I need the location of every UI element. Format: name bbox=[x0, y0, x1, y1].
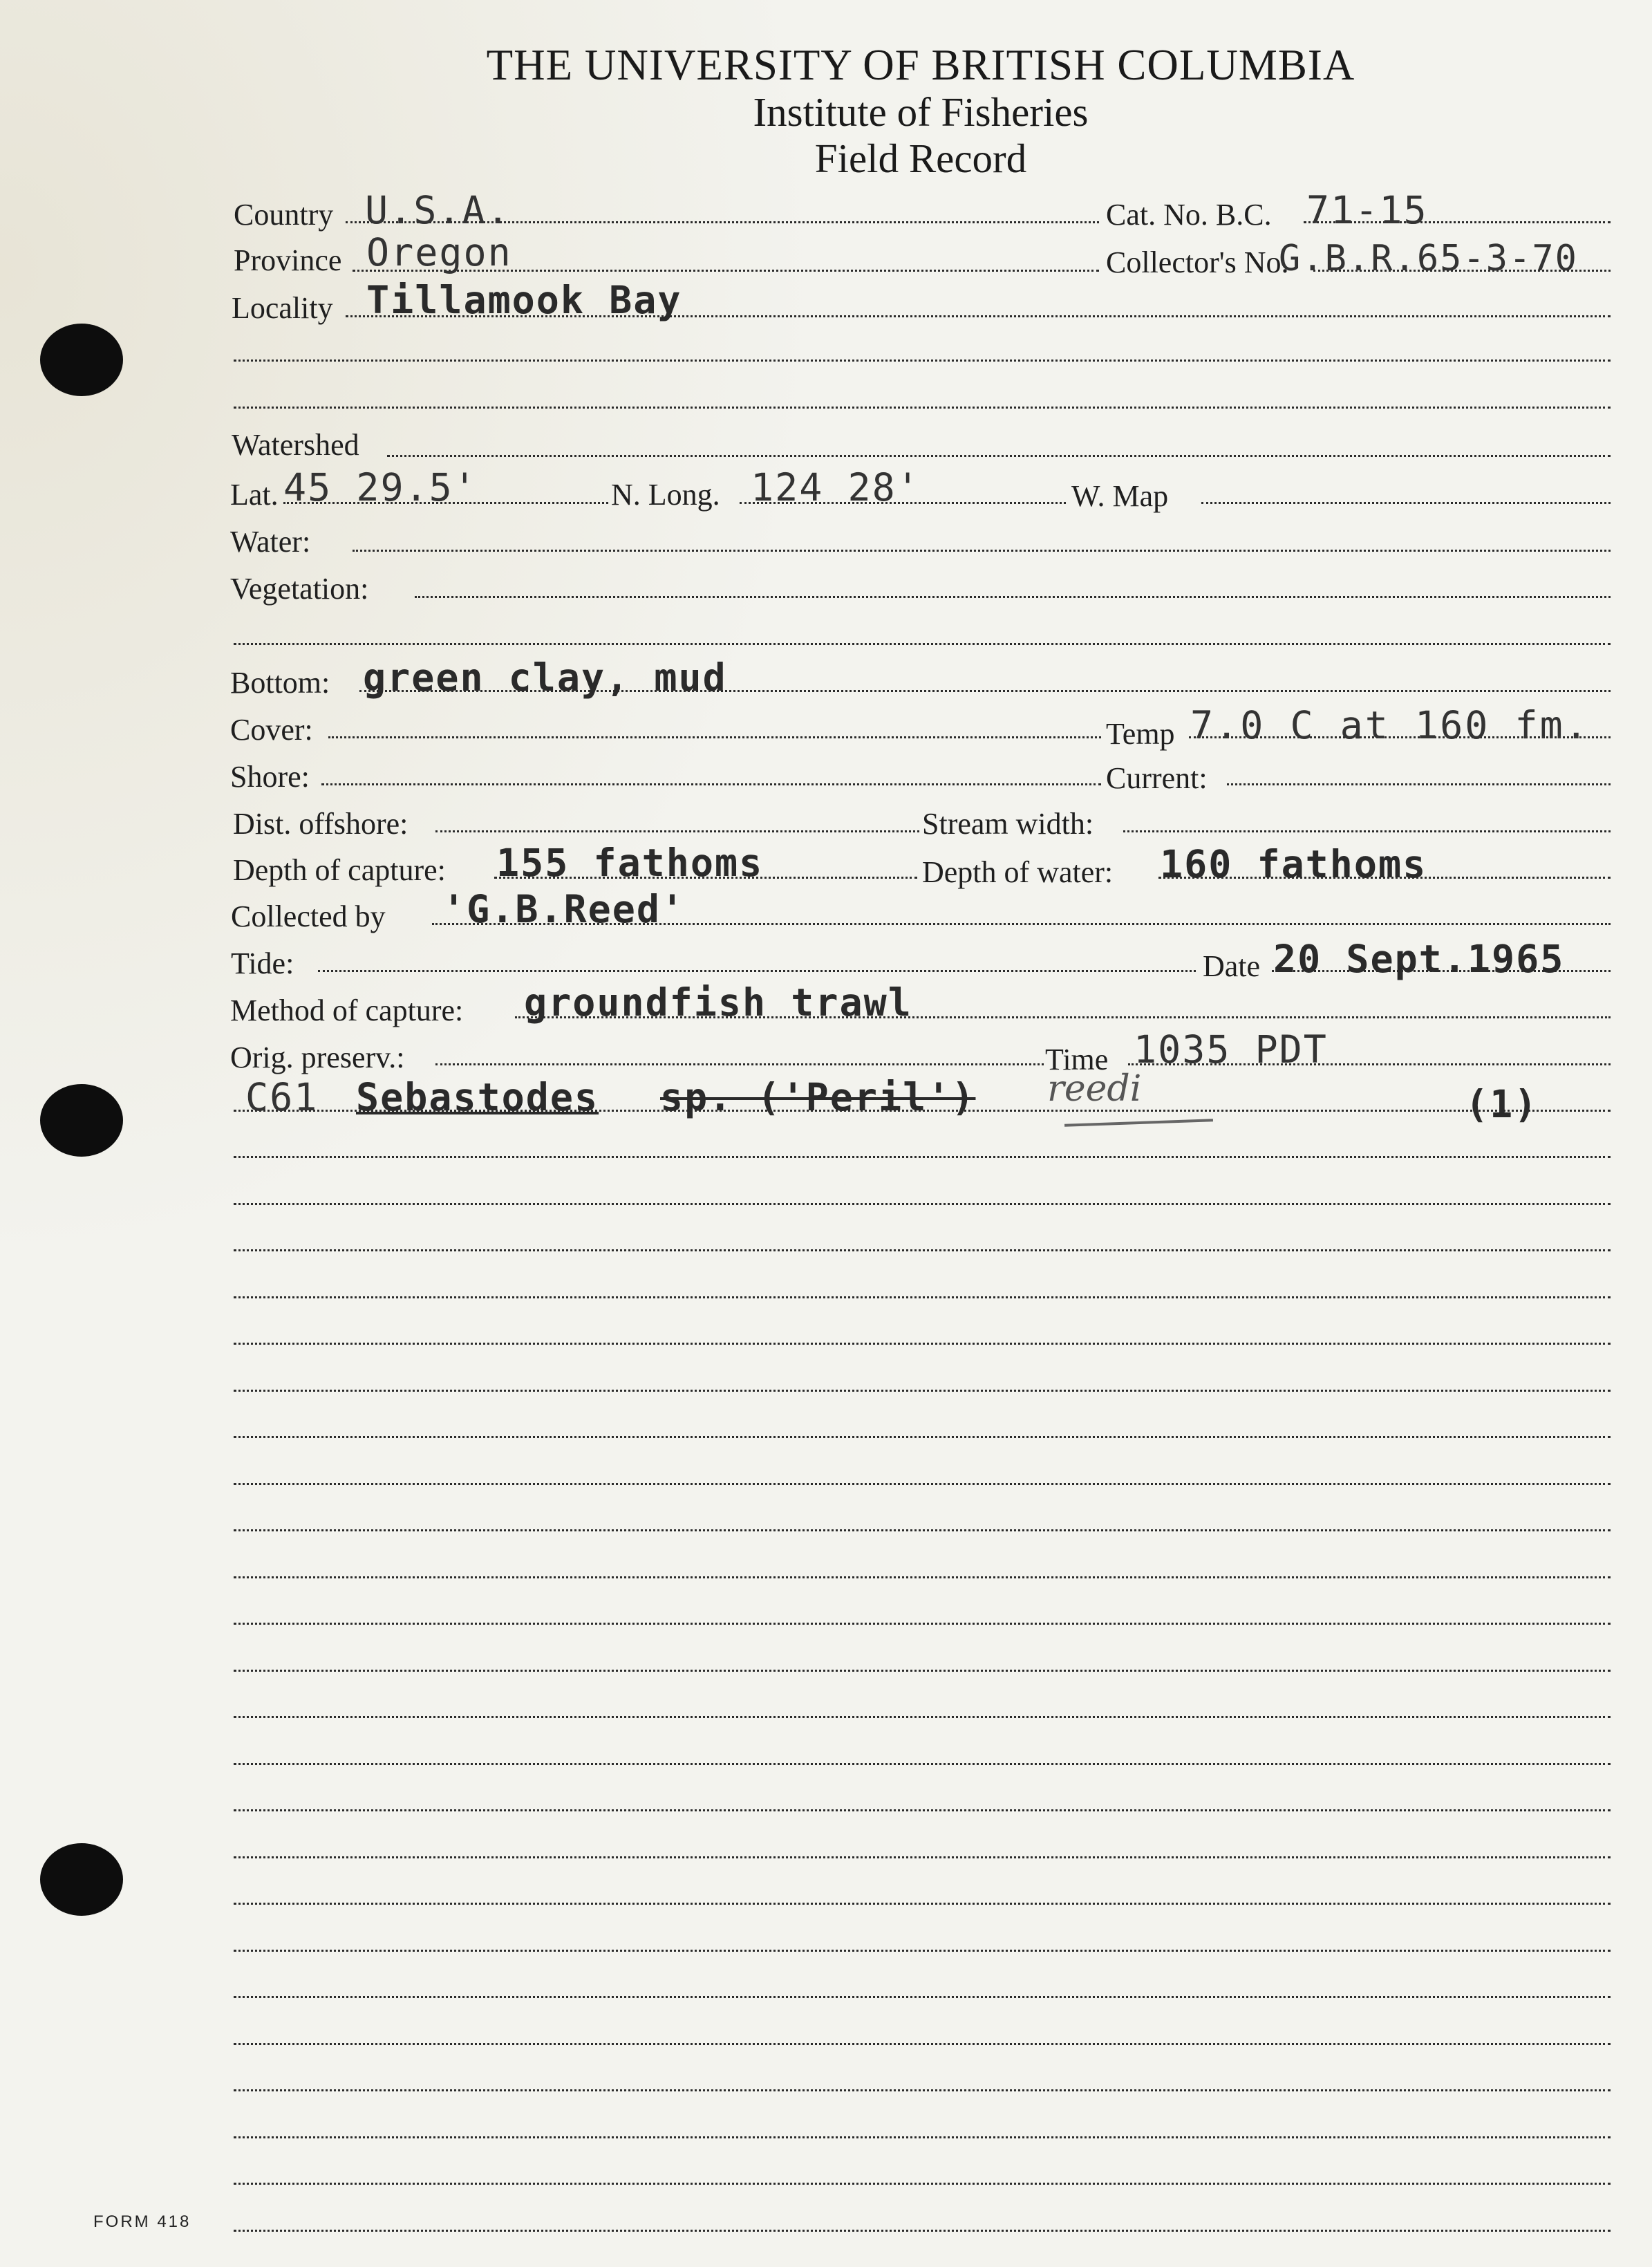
ruled-line bbox=[234, 1716, 1611, 1718]
w-map-label: W. Map bbox=[1071, 479, 1169, 513]
form-number: FORM 418 bbox=[93, 2212, 191, 2231]
tide-label: Tide: bbox=[231, 946, 294, 980]
institution-title: THE UNIVERSITY OF BRITISH COLUMBIA bbox=[486, 41, 1355, 89]
bottom-value: green clay, mud bbox=[363, 655, 727, 700]
collected-by-label: Collected by bbox=[231, 899, 386, 933]
ruled-line bbox=[234, 1296, 1611, 1298]
ruled-line bbox=[234, 1156, 1611, 1158]
dist-offshore-label: Dist. offshore: bbox=[233, 807, 409, 841]
ruled-line bbox=[234, 2183, 1611, 2185]
institute-subtitle: Institute of Fisheries bbox=[753, 89, 1089, 135]
specimen-species-struck: sp. ('Peril') bbox=[660, 1075, 976, 1119]
watershed-label: Watershed bbox=[232, 428, 359, 462]
ruled-line bbox=[234, 2230, 1611, 2232]
method-label: Method of capture: bbox=[230, 993, 464, 1027]
ruled-line bbox=[234, 1856, 1611, 1858]
record-type-title: Field Record bbox=[814, 136, 1027, 181]
ruled-line bbox=[234, 1623, 1611, 1625]
country-label: Country bbox=[234, 198, 334, 232]
depth-water-label: Depth of water: bbox=[922, 855, 1114, 889]
specimen-genus: Sebastodes bbox=[356, 1075, 599, 1119]
time-value: 1035 PDT bbox=[1134, 1027, 1328, 1072]
ruled-line bbox=[234, 1903, 1611, 1905]
province-label: Province bbox=[234, 243, 342, 277]
ruled-line bbox=[234, 2089, 1611, 2091]
lat-label: Lat. bbox=[230, 478, 279, 512]
orig-preserv-label: Orig. preserv.: bbox=[230, 1041, 405, 1074]
punch-hole bbox=[40, 1843, 123, 1916]
specimen-count: (1) bbox=[1465, 1082, 1539, 1126]
ruled-line bbox=[234, 1670, 1611, 1672]
date-value: 20 Sept.1965 bbox=[1273, 937, 1565, 981]
ruled-line bbox=[234, 1809, 1611, 1811]
lat-value: 45 29.5' bbox=[283, 465, 478, 510]
depth-water-value: 160 fathoms bbox=[1160, 842, 1427, 886]
vegetation-label: Vegetation: bbox=[230, 572, 369, 606]
collectors-no-label: Collector's No. bbox=[1106, 245, 1289, 279]
temp-value: 7.0 C at 160 fm. bbox=[1190, 703, 1590, 747]
cat-no-value: 71-15 bbox=[1306, 188, 1428, 232]
cover-label: Cover: bbox=[230, 713, 313, 747]
ruled-line bbox=[234, 2136, 1611, 2138]
stream-width-label: Stream width: bbox=[922, 807, 1094, 841]
long-value: 124 28' bbox=[751, 465, 921, 510]
ruled-line bbox=[234, 2043, 1611, 2045]
ruled-line bbox=[234, 1343, 1611, 1345]
ruled-line bbox=[234, 1483, 1611, 1485]
ruled-line bbox=[234, 1390, 1611, 1392]
ruled-line bbox=[234, 1576, 1611, 1578]
bottom-label: Bottom: bbox=[230, 666, 330, 700]
time-label: Time bbox=[1045, 1043, 1109, 1076]
specimen-code: C61 bbox=[245, 1075, 319, 1119]
method-value: groundfish trawl bbox=[524, 980, 912, 1025]
cat-no-label: Cat. No. B.C. bbox=[1106, 198, 1272, 232]
depth-capture-label: Depth of capture: bbox=[233, 853, 446, 887]
collectors-no-value: G.B.R.65-3-70 bbox=[1279, 238, 1578, 279]
handwritten-underline bbox=[1064, 1119, 1213, 1127]
ruled-line bbox=[234, 1529, 1611, 1531]
ruled-line bbox=[234, 1436, 1611, 1438]
date-label: Date bbox=[1203, 949, 1261, 983]
ruled-line bbox=[234, 1996, 1611, 1998]
current-label: Current: bbox=[1106, 761, 1208, 795]
province-value: Oregon bbox=[366, 230, 512, 274]
collected-by-value: 'G.B.Reed' bbox=[442, 887, 686, 931]
punch-hole bbox=[40, 324, 123, 396]
n-long-label: N. Long. bbox=[611, 478, 720, 512]
ruled-line bbox=[234, 1249, 1611, 1251]
ruled-line bbox=[234, 1950, 1611, 1952]
punch-hole bbox=[40, 1084, 123, 1157]
water-label: Water: bbox=[230, 525, 311, 559]
locality-label: Locality bbox=[232, 291, 333, 325]
handwritten-species: reedi bbox=[1047, 1068, 1142, 1110]
ruled-line bbox=[234, 1203, 1611, 1205]
shore-label: Shore: bbox=[230, 760, 310, 794]
ruled-line bbox=[234, 1763, 1611, 1765]
depth-capture-value: 155 fathoms bbox=[496, 841, 764, 885]
temp-label: Temp bbox=[1106, 717, 1175, 751]
locality-value: Tillamook Bay bbox=[366, 278, 682, 322]
country-value: U.S.A. bbox=[365, 188, 511, 232]
